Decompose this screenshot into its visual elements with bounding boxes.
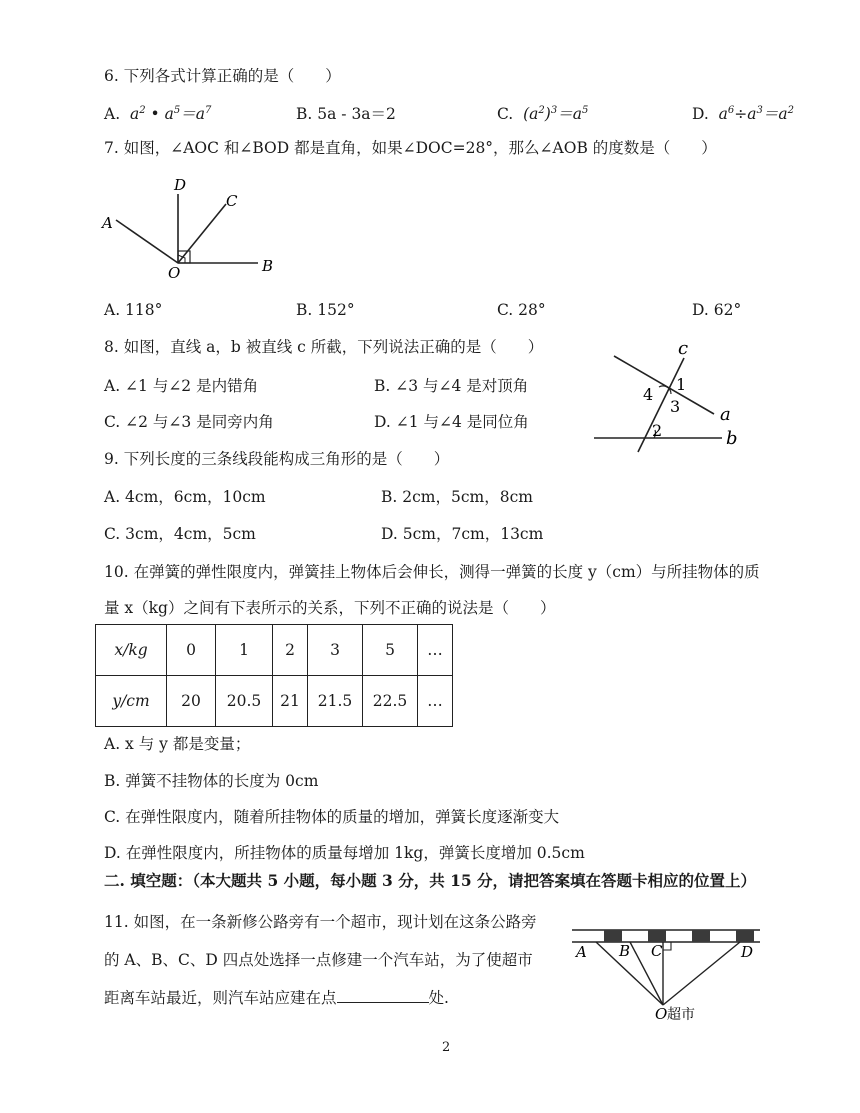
table-cell: 0: [167, 625, 216, 676]
table-row: [96, 676, 453, 727]
q6-option-d-label: D.: [692, 105, 709, 123]
q11-line3-text: 距离车站最近，则汽车站应建在点: [104, 989, 337, 1007]
q8-option-b: B. ∠3 与∠4 是对顶角: [374, 377, 529, 395]
q9-option-a: A. 4cm，6cm，10cm: [104, 488, 266, 506]
q7-label-d: D: [174, 176, 187, 194]
q9-stem: 9. 下列长度的三条线段能构成三角形的是（ ）: [104, 450, 450, 468]
q10-option-c: C. 在弹性限度内，随着所挂物体的质量的增加，弹簧长度逐渐变大: [104, 808, 560, 826]
answer-blank[interactable]: [337, 987, 429, 1003]
q11-line2: 的 A、B、C、D 四点处选择一点修建一个汽车站，为了使超市: [104, 951, 533, 969]
q6-option-a: [104, 104, 211, 124]
page-number: 2: [442, 1040, 451, 1055]
q6-option-d: [692, 104, 794, 124]
q6-option-d-expr: $a^6\div a^3=a^2$: [718, 104, 795, 123]
q9-option-b: B. 2cm，5cm，8cm: [381, 488, 533, 506]
q8-label-a: a: [720, 404, 731, 425]
q8-label-4: 4: [643, 385, 654, 404]
table-cell: 20.5: [216, 676, 273, 727]
q11-label-a: A: [576, 943, 587, 961]
q8-option-c: C. ∠2 与∠3 是同旁内角: [104, 413, 274, 431]
table-cell: 21.5: [308, 676, 363, 727]
q7-label-o: O: [168, 264, 181, 282]
table-cell: 1: [216, 625, 273, 676]
q7-angle-figure: [96, 172, 296, 282]
q8-label-b: b: [726, 428, 738, 449]
q11-line3-end: 处.: [428, 989, 449, 1007]
q11-road-figure: [568, 925, 764, 1025]
q8-stem: 8. 如图，直线 a，b 被直线 c 所截，下列说法正确的是（ ）: [104, 338, 544, 356]
q8-label-c: c: [678, 338, 689, 359]
q10-option-d: D. 在弹性限度内，所挂物体的质量每增加 1kg，弹簧长度增加 0.5cm: [104, 844, 585, 862]
q6-option-c-label: C.: [497, 105, 514, 123]
table-cell: …: [418, 676, 453, 727]
q7-option-b: B. 152°: [296, 301, 355, 319]
q10-option-b: B. 弹簧不挂物体的长度为 0cm: [104, 772, 319, 790]
table-cell: 20: [167, 676, 216, 727]
q7-option-d: D. 62°: [692, 301, 742, 319]
q9-option-d: D. 5cm，7cm，13cm: [381, 525, 544, 543]
q7-stem: 7. 如图，∠AOC 和∠BOD 都是直角，如果∠DOC=28°，那么∠AOB 的度数是（ ）: [104, 139, 717, 157]
q7-label-b: B: [262, 257, 274, 275]
q6-option-a-label: A.: [104, 105, 121, 123]
table-row: [96, 625, 453, 676]
q7-label-a: A: [102, 214, 113, 232]
table-header-x: x/kg: [96, 625, 167, 676]
q6-option-c-expr: $(a^2)^3=a^5$: [523, 104, 589, 123]
q6-stem: 6. 下列各式计算正确的是（ ）: [104, 67, 341, 85]
q10-data-table: [95, 624, 453, 727]
q11-label-supermarket: 超市: [667, 1007, 695, 1023]
q7-label-c: C: [226, 192, 238, 210]
q9-option-c: C. 3cm，4cm，5cm: [104, 525, 256, 543]
q11-label-o: O: [655, 1005, 668, 1023]
table-cell: 21: [273, 676, 308, 727]
q8-transversal-figure: [588, 336, 748, 454]
q8-option-a: A. ∠1 与∠2 是内错角: [104, 377, 259, 395]
q11-line1: 11. 如图，在一条新修公路旁有一个超市，现计划在这条公路旁: [104, 913, 537, 931]
table-cell: 22.5: [363, 676, 418, 727]
q8-label-2: 2: [652, 421, 663, 440]
table-cell: …: [418, 625, 453, 676]
table-cell: 3: [308, 625, 363, 676]
table-cell: 2: [273, 625, 308, 676]
q6-option-b: B. 5a - 3a＝2: [296, 105, 396, 123]
q7-option-a: A. 118°: [104, 301, 163, 319]
q11-line3: [104, 987, 449, 1008]
table-cell: 5: [363, 625, 418, 676]
q10-stem-line2: 量 x（kg）之间有下表所示的关系，下列不正确的说法是（ ）: [104, 599, 556, 617]
table-header-y: y/cm: [96, 676, 167, 727]
q11-label-c: C: [651, 942, 663, 960]
q11-label-d: D: [741, 943, 754, 961]
q8-label-1: 1: [676, 375, 687, 394]
q8-label-3: 3: [670, 397, 681, 416]
q10-stem-line1: 10. 在弹簧的弹性限度内，弹簧挂上物体后会伸长，测得一弹簧的长度 y（cm）与所挂物体的质: [104, 563, 760, 581]
q11-label-b: B: [619, 942, 631, 960]
q8-option-d: D. ∠1 与∠4 是同位角: [374, 413, 529, 431]
q10-option-a: A. x 与 y 都是变量；: [104, 735, 251, 753]
q6-option-c: [497, 104, 588, 124]
q7-option-c: C. 28°: [497, 301, 546, 319]
section-heading-fill-in: 二. 填空题：（本大题共 5 小题，每小题 3 分，共 15 分，请把答案填在答题卡相应的位置上）: [104, 871, 757, 890]
q6-option-a-expr: $a^2$ • $a^5=a^7$: [129, 104, 212, 123]
